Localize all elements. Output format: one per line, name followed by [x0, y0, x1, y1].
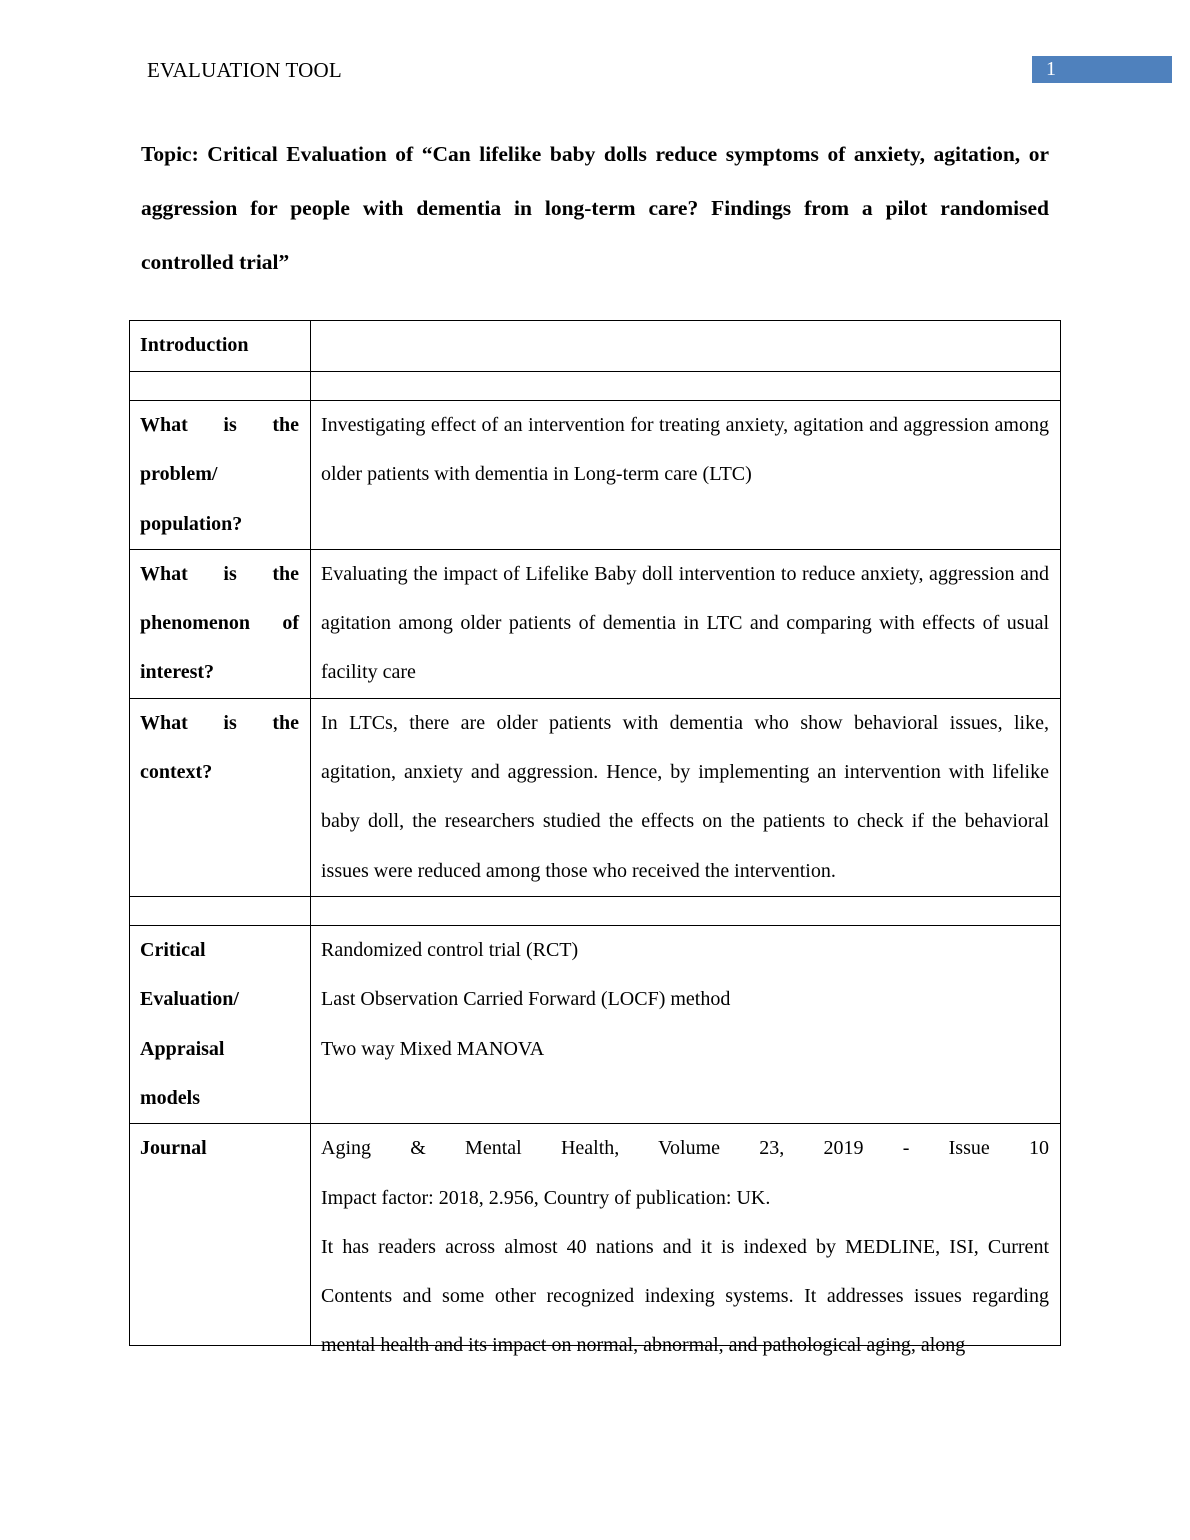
- appraisal-item: Two way Mixed MANOVA: [321, 1037, 545, 1060]
- table-row-problem: [130, 401, 1061, 550]
- row-label-journal: Journal: [130, 1124, 311, 1346]
- label-line: Critical: [140, 939, 206, 962]
- document-title: Topic: Critical Evaluation of “Can lifelike baby dolls reduce symptoms of anxiety, agitation, or aggression for people with dementia in long-term care? Findings from a pilot randomised controlled trial”: [141, 142, 1049, 274]
- label-line: Appraisal: [140, 1037, 225, 1060]
- row-content-introduction: [311, 321, 1061, 372]
- table-row-appraisal: [130, 926, 1061, 1124]
- table-row-spacer: [130, 897, 1061, 926]
- appraisal-item: Randomized control trial (RCT): [321, 939, 579, 962]
- row-label-phenomenon: What is the phenomenon of interest?: [130, 549, 311, 698]
- appraisal-item: Last Observation Carried Forward (LOCF) method: [321, 988, 731, 1011]
- label-line: Evaluation/: [140, 988, 239, 1011]
- journal-impact-factor: Impact factor: 2018, 2.956, Country of publication: UK.: [321, 1186, 771, 1209]
- page-number: 1: [1032, 56, 1172, 83]
- table-row-context: [130, 698, 1061, 896]
- table-row-journal: [130, 1124, 1061, 1346]
- row-content-problem: Investigating effect of an intervention for treating anxiety, agitation and aggression among older patients with dementia in Long-term care (LTC): [311, 401, 1061, 550]
- table-row-introduction: [130, 321, 1061, 372]
- journal-description: It has readers across almost 40 nations and it is indexed by MEDLINE, ISI, Current Contents and some other recognized indexing systems. It addresses issues regarding mental health and its impact on normal, abnormal, and pathological aging, along: [321, 1235, 1049, 1357]
- table-row-phenomenon: [130, 549, 1061, 698]
- row-content-phenomenon: Evaluating the impact of Lifelike Baby doll intervention to reduce anxiety, aggression and agitation among older patients of dementia in LTC and comparing with effects of usual facility care: [311, 549, 1061, 698]
- journal-citation: Aging & Mental Health, Volume 23, 2019 - Issue 10: [321, 1137, 1049, 1160]
- row-label-introduction: Introduction: [130, 321, 311, 372]
- evaluation-table: [129, 320, 1061, 1357]
- row-content-journal: [311, 1124, 1061, 1357]
- table-row-spacer: [130, 372, 1061, 401]
- row-content-appraisal: [311, 926, 1061, 1124]
- row-label-problem: What is the problem/ population?: [130, 401, 311, 550]
- row-label-context: What is the context?: [130, 698, 311, 896]
- row-label-appraisal: [130, 926, 311, 1124]
- row-content-context: In LTCs, there are older patients with dementia who show behavioral issues, like, agitation, anxiety and aggression. Hence, by implementing an intervention with lifelike baby doll, the researchers studied the effects on the patients to check if the behavioral issues were reduced among those who received the intervention.: [311, 698, 1061, 896]
- running-head: EVALUATION TOOL: [147, 58, 342, 82]
- label-line: models: [140, 1086, 200, 1109]
